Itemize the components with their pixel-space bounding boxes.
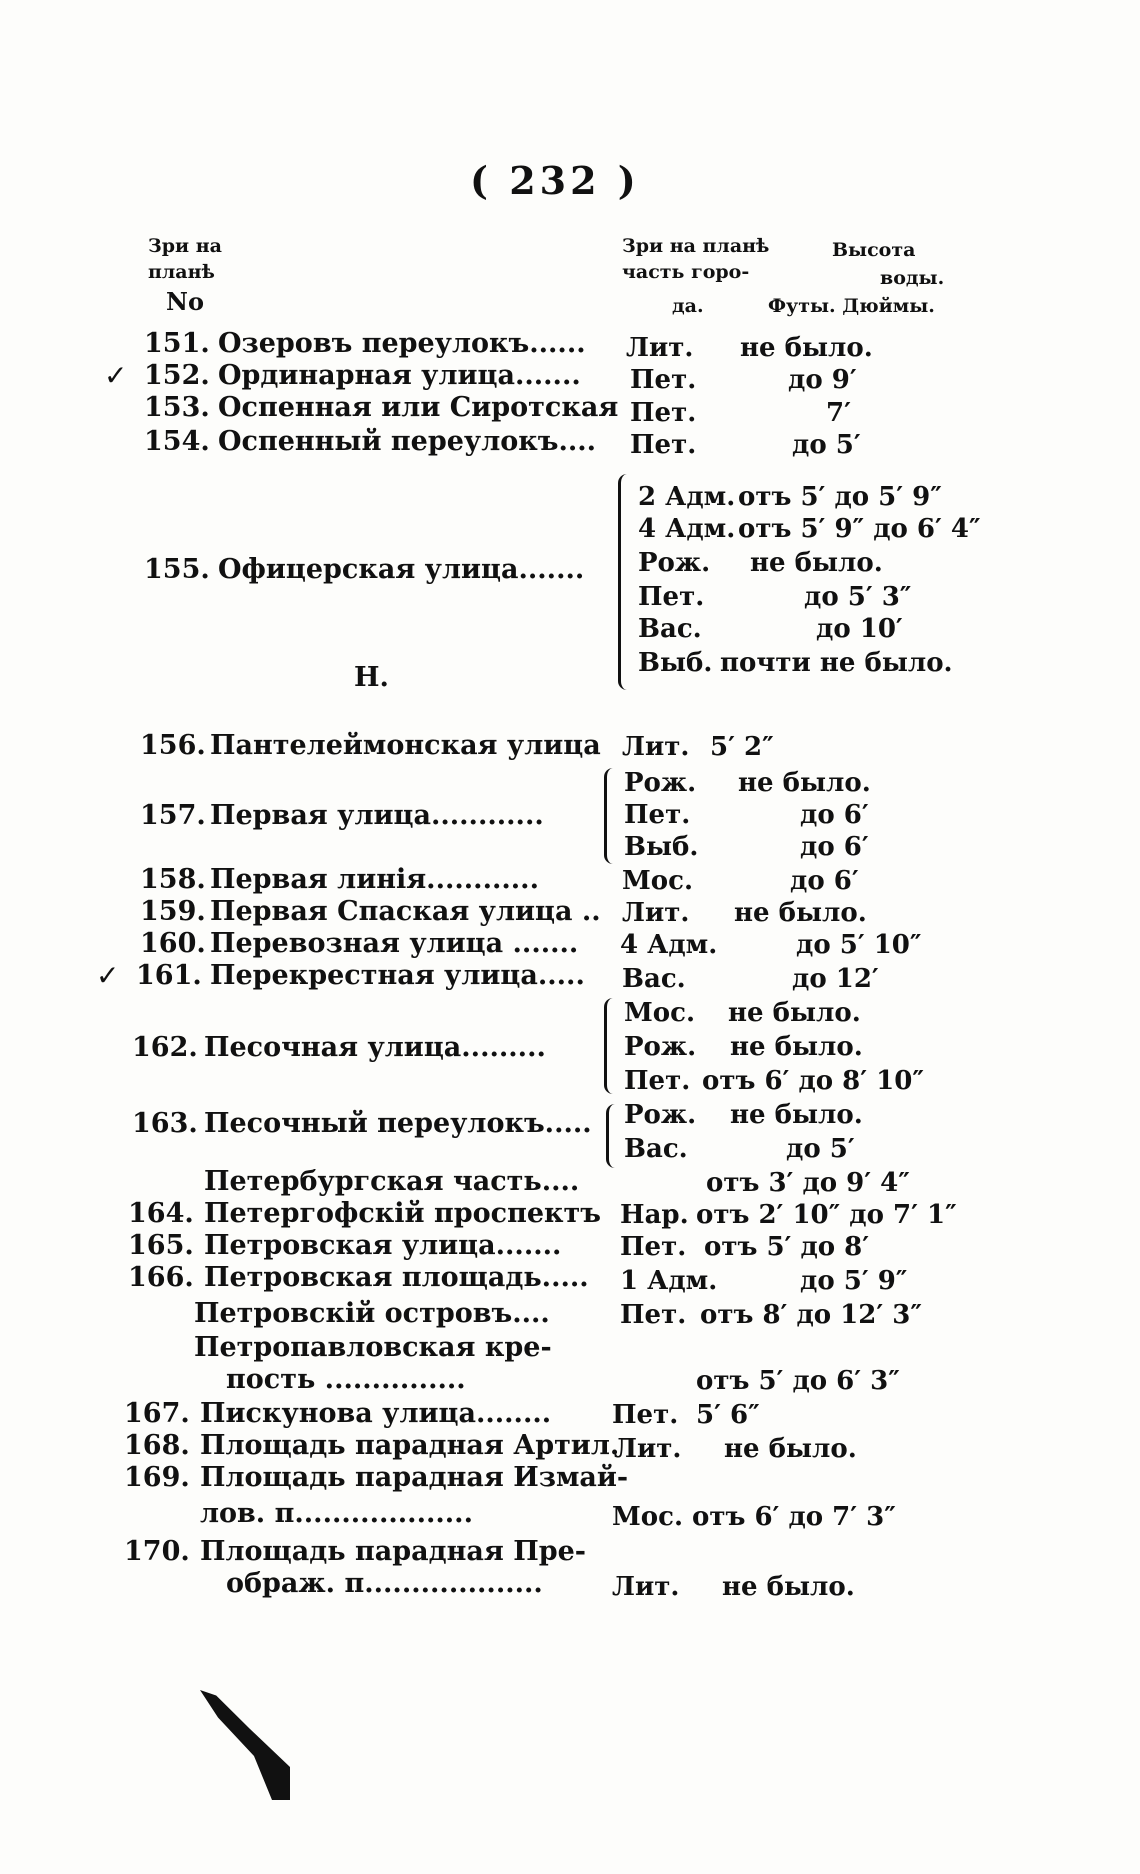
entry-number: 158. — [140, 864, 206, 895]
entry-number: 155. — [144, 554, 210, 585]
street-name: Ординарная улица....... — [218, 360, 581, 391]
city-part: Пет. — [624, 1066, 691, 1096]
city-part: Лит. — [622, 898, 690, 928]
city-part: Мос. — [622, 866, 694, 896]
water-height: не было. — [750, 548, 883, 578]
water-height: не было. — [730, 1100, 863, 1130]
header-part-3: да. — [672, 295, 704, 317]
street-name: Озеровъ переулокъ...... — [218, 328, 586, 359]
entry-number: 157. — [140, 800, 206, 831]
city-part: Пет. — [630, 365, 697, 395]
header-height-2: воды. — [880, 267, 945, 289]
city-part: Выб. — [638, 648, 713, 678]
water-height: отъ 6′ до 7′ 3″ — [692, 1502, 896, 1532]
city-part: Вас. — [622, 964, 686, 994]
city-part: Лит. — [614, 1434, 682, 1464]
header-part-1: Зри на планѣ — [622, 235, 770, 257]
entry-number: 167. — [124, 1398, 190, 1429]
water-height: отъ 2′ 10″ до 7′ 1″ — [696, 1200, 957, 1230]
water-height: до 5′ 10″ — [796, 930, 922, 960]
street-name: Первая Спаская улица .. — [210, 896, 601, 927]
water-height: отъ 8′ до 12′ 3″ — [700, 1300, 922, 1330]
street-name: Пантелеймонская улица — [210, 730, 601, 761]
city-part: Рож. — [624, 768, 697, 798]
water-height: отъ 5′ до 6′ 3″ — [696, 1366, 900, 1396]
fortress-name-line1: Петропавловская кре- — [194, 1332, 552, 1363]
entry-number: 169. — [124, 1462, 190, 1493]
city-part: Пет. — [624, 800, 691, 830]
entry-number: 165. — [128, 1230, 194, 1261]
water-height: до 12′ — [792, 964, 879, 994]
city-part: Пет. — [638, 582, 705, 612]
city-part: Лит. — [612, 1572, 680, 1602]
water-height: до 5′ 3″ — [804, 582, 912, 612]
water-height: не было. — [724, 1434, 857, 1464]
city-part: Пет. — [620, 1300, 687, 1330]
city-part: 4 Адм. — [638, 514, 736, 544]
fortress-name-line2: пость ............... — [226, 1364, 466, 1395]
header-height-1: Высота — [832, 239, 916, 261]
entry-number: 153. — [144, 392, 210, 423]
entry-number: 166. — [128, 1262, 194, 1293]
city-part: Пет. — [612, 1400, 679, 1430]
city-part: Пет. — [620, 1232, 687, 1262]
entry-number: 156. — [140, 730, 206, 761]
entry-number: 170. — [124, 1536, 190, 1567]
water-height: 5′ 2″ — [710, 732, 774, 762]
city-part: Нар. — [620, 1200, 689, 1230]
street-name: Оспенный переулокъ.... — [218, 426, 597, 457]
water-height: не было. — [738, 768, 871, 798]
water-height: не было. — [728, 998, 861, 1028]
check-mark: ✓ — [96, 959, 120, 992]
street-name: Песочный переулокъ..... — [204, 1108, 592, 1139]
water-height: отъ 5′ до 5′ 9″ — [738, 482, 942, 512]
page-number: ( 232 ) — [470, 158, 640, 203]
brace — [604, 768, 613, 864]
water-height: не было. — [730, 1032, 863, 1062]
check-mark: ✓ — [104, 359, 128, 392]
street-name: Оспенная или Сиротская — [218, 392, 619, 423]
street-name-line1: Площадь парадная Пре- — [200, 1536, 586, 1567]
city-part: 2 Адм. — [638, 482, 736, 512]
street-name: Офицерская улица....... — [218, 554, 585, 585]
header-plan-no-1: Зри на — [148, 235, 222, 257]
street-name: Петровская площадь..... — [204, 1262, 589, 1293]
entry-number: 163. — [132, 1108, 198, 1139]
city-part: Мос. — [624, 998, 696, 1028]
water-height: до 5′ — [786, 1134, 855, 1164]
street-name: Первая улица............ — [210, 800, 544, 831]
street-name: Пискунова улица........ — [200, 1398, 552, 1429]
city-part: 1 Адм. — [620, 1266, 718, 1296]
street-name: Площадь парадная Артил. — [200, 1430, 620, 1461]
city-part: Рож. — [624, 1032, 697, 1062]
water-height: 7′ — [826, 398, 851, 428]
section-letter: Н. — [354, 662, 389, 693]
city-part: Выб. — [624, 832, 699, 862]
city-part: Лит. — [626, 333, 694, 363]
water-height: не было. — [722, 1572, 855, 1602]
water-height: до 9′ — [788, 365, 857, 395]
city-part: 4 Адм. — [620, 930, 718, 960]
street-name: Петергофскій проспектъ — [204, 1198, 601, 1229]
header-plan-no-3: No — [166, 287, 204, 316]
header-height-units: Футы. Дюймы. — [768, 295, 935, 317]
water-height: не было. — [734, 898, 867, 928]
street-name-line1: Площадь парадная Измай- — [200, 1462, 629, 1493]
island-name: Петровскій островъ.... — [194, 1298, 550, 1329]
water-height: до 10′ — [816, 614, 903, 644]
water-height: отъ 6′ до 8′ 10″ — [702, 1066, 924, 1096]
city-part: Мос. — [612, 1502, 684, 1532]
brace — [606, 1104, 615, 1168]
entry-number: 164. — [128, 1198, 194, 1229]
water-height: отъ 3′ до 9′ 4″ — [706, 1168, 910, 1198]
street-name: Первая линія............ — [210, 864, 539, 895]
header-plan-no-2: планѣ — [148, 261, 215, 283]
entry-number: 161. — [136, 960, 202, 991]
street-name: Петровская улица....... — [204, 1230, 562, 1261]
entry-number: 162. — [132, 1032, 198, 1063]
entry-number: 151. — [144, 328, 210, 359]
street-name: Перевозная улица ....... — [210, 928, 579, 959]
water-height: до 6′ — [800, 832, 869, 862]
entry-number: 168. — [124, 1430, 190, 1461]
water-height: отъ 5′ до 8′ — [704, 1232, 870, 1262]
entry-number: 152. — [144, 360, 210, 391]
water-height: не было. — [740, 333, 873, 363]
street-name-line2: лов. п................... — [200, 1498, 473, 1529]
water-height: 5′ 6″ — [696, 1400, 760, 1430]
city-part: Лит. — [622, 732, 690, 762]
street-name-line2: ображ. п................... — [226, 1568, 543, 1599]
city-part: Пет. — [630, 398, 697, 428]
water-height: до 6′ — [790, 866, 859, 896]
header-part-2: часть горо- — [622, 261, 750, 283]
entry-number: 159. — [140, 896, 206, 927]
city-part: Вас. — [624, 1134, 688, 1164]
water-height: почти не было. — [720, 648, 953, 678]
water-height: до 6′ — [800, 800, 869, 830]
brace — [618, 474, 627, 690]
city-part: Вас. — [638, 614, 702, 644]
brace — [604, 998, 613, 1094]
entry-number: 154. — [144, 426, 210, 457]
street-name: Песочная улица......... — [204, 1032, 546, 1063]
ink-smudge — [200, 1690, 290, 1800]
city-part: Пет. — [630, 430, 697, 460]
water-height: до 5′ 9″ — [800, 1266, 908, 1296]
city-part: Рож. — [638, 548, 711, 578]
city-part: Рож. — [624, 1100, 697, 1130]
district-name: Петербургская часть.... — [204, 1166, 580, 1197]
water-height: до 5′ — [792, 430, 861, 460]
water-height: отъ 5′ 9″ до 6′ 4″ — [738, 514, 981, 544]
entry-number: 160. — [140, 928, 206, 959]
street-name: Перекрестная улица..... — [210, 960, 585, 991]
